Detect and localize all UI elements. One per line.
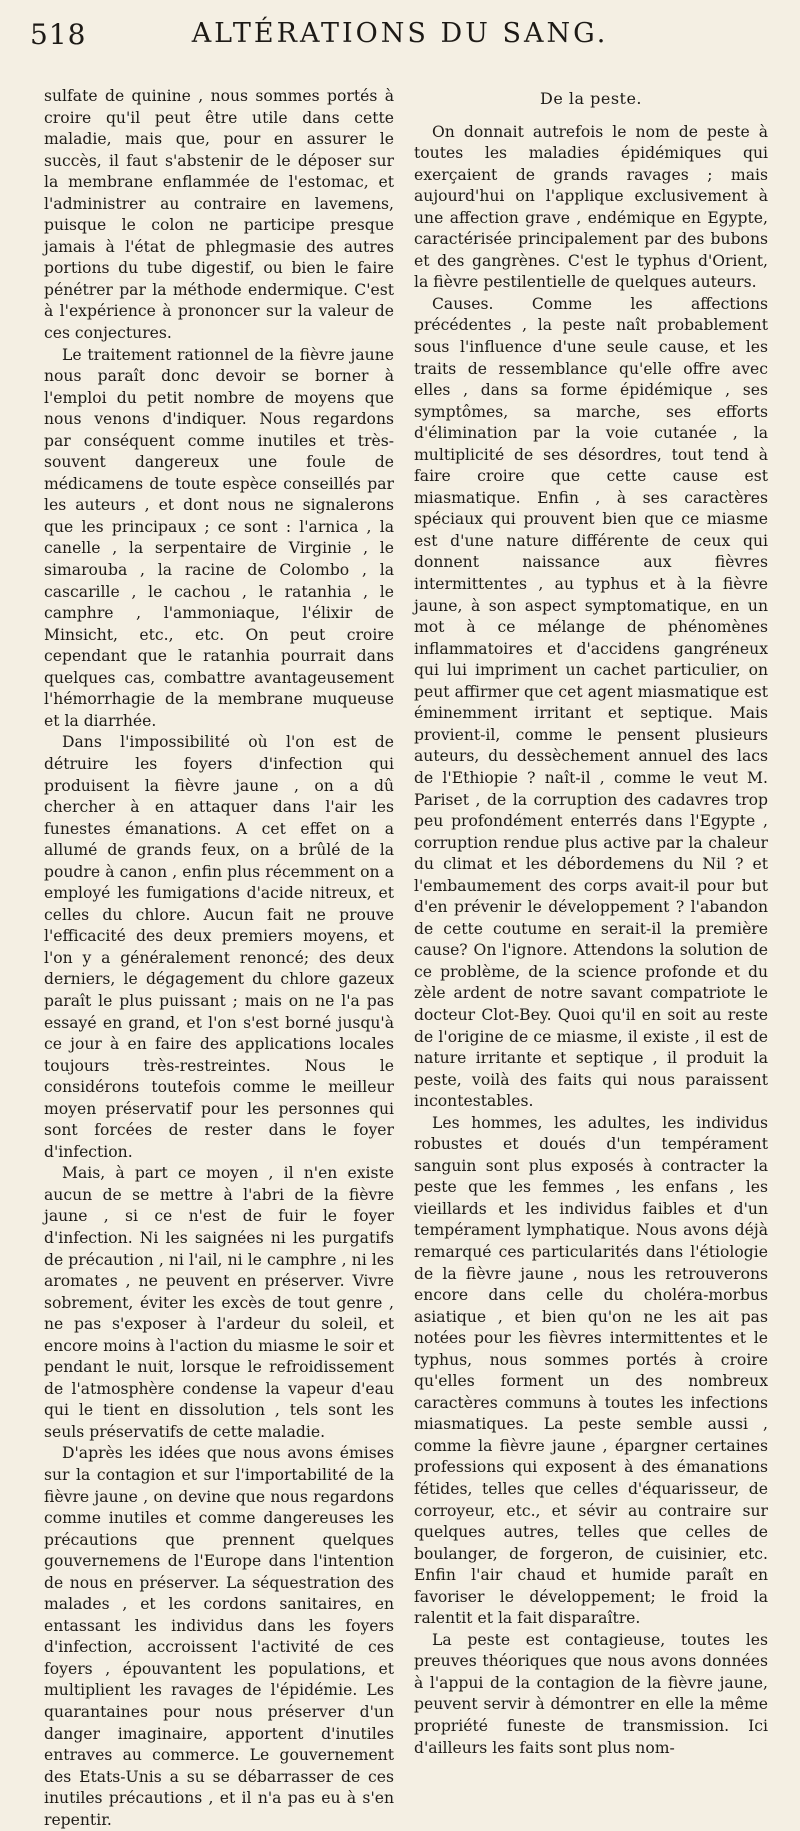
paragraph: Causes. Comme les affections précédentes , la peste naît probablement sous l'influence d'une seule cause, et les traits de ressemblance qu'elle offre avec elles , dans sa forme épidémique , ses symptômes, sa marche, ses efforts d'élimination par la voie cutanée , la multiplicité de ses désordres, tout tend à faire croire que cette cause est miasmatique. Enfin , à ses caractères spéciaux qui prouvent bien que ce miasme est d'une nature différente de ceux qui donnent naissance aux fièvres intermittentes , au typhus et à la fièvre jaune, à son aspect symptomatique, en un mot à ce mélange de phénomènes inflammatoires et d'accidens gangréneux qui lui impriment un cachet particulier, on peut affirmer que cet agent miasmatique est éminemment irritant et septique. Mais provient-il, comme le pensent plusieurs auteurs, du dessèchement annuel des lacs de l'Ethiopie ? naît-il , comme le veut M. Pariset , de la corruption des cadavres trop peu profondément enterrés dans l'Egypte , corruption rendue plus active par la chaleur du climat et les débordemens du Nil ? et l'embaumement des corps avait-il pour but d'en prévenir le développement ? l'abandon de cette coutume en serait-il la première cause? On l'ignore. Attendons la solution de ce problème, de la science profonde et du zèle ardent de notre savant compatriote le docteur Clot-Bey. Quoi qu'il en soit au reste de l'origine de ce miasme, il existe , il est de nature irritante et septique , il produit la peste, voilà des faits qui nous paraissent incontestables. xyxy=(414,294,768,1111)
paragraph: La peste est contagieuse, toutes les preuves théoriques que nous avons données à l'appui de la contagion de la fièvre jaune, peuvent servir à démontrer en elle la même propriété funeste de transmission. Ici d'ailleurs les faits sont plus nom- xyxy=(414,1630,768,1757)
paragraph: Les hommes, les adultes, les individus robustes et doués d'un tempérament sanguin sont plus exposés à contracter la peste que les femmes , les enfans , les vieillards et les individus faibles et d'un tempérament lymphatique. Nous avons déjà remarqué ces particularités dans l'étiologie de la fièvre jaune , nous les retrouverons encore dans celle du choléra-morbus asiatique , et bien qu'on ne les ait pas notées pour les fièvres intermittentes et le typhus, nous sommes portés à croire qu'elles forment un des nombreux caractères communs à toutes les infections miasmatiques. La peste semble aussi , comme la fièvre jaune , épargner certaines professions qui exposent à des émanations fétides, telles que celles d'équarisseur, de corroyeur, etc., et sévir au contraire sur quelques autres, telles que celles de boulanger, de forgeron, de cuisinier, etc. Enfin l'air chaud et humide paraît en favoriser le développement; le froid la ralentit et la fait disparaître. xyxy=(414,1113,768,1628)
paragraph: Mais, à part ce moyen , il n'en existe aucun de se mettre à l'abri de la fièvre jaune , si ce n'est de fuir le foyer d'infection. Ni les saignées ni les purgatifs de précaution , ni l'ail, ni le camphre , ni les aromates , ne peuvent en préserver. Vivre sobrement, éviter les excès de tout genre , ne pas s'exposer à l'ardeur du soleil, et encore moins à l'action du miasme le soir et pendant le nuit, lorsque le refroidissement de l'atmosphère condense la vapeur d'eau qui le tient en dissolution , tels sont les seuls préservatifs de cette maladie. xyxy=(44,1164,394,1441)
left-column xyxy=(44,86,394,1831)
paragraph: D'après les idées que nous avons émises sur la contagion et sur l'importabilité de la fièvre jaune , on devine que nous regardons comme inutiles et comme dangereuses les précautions que prennent quelques gouvernemens de l'Europe dans l'intention de nous en préserver. La séquestration des malades , et les cordons sanitaires, en entassant les individus dans les foyers d'infection, accroissent l'activité de ces foyers , épouvantent les populations, et multiplient les ravages de l'épidémie. Les quarantaines pour nous préserver d'un danger imaginaire, apportent d'inutiles entraves au commerce. Le gouvernement des Etats-Unis a su se débarrasser de ces inutiles précautions , et il n'a pas eu à s'en repentir. xyxy=(44,1444,394,1829)
right-column xyxy=(414,86,768,1759)
paragraph: Dans l'impossibilité où l'on est de détruire les foyers d'infection qui produisent la fièvre jaune , on a dû chercher à en attaquer dans l'air les funestes émanations. A cet effet on a allumé de grands feux, on a brûlé de la poudre à canon , enfin plus récemment on a employé les fumigations d'acide nitreux, et celles du chlore. Aucun fait ne prouve l'efficacité des deux premiers moyens, et l'on y a généralement renoncé; des deux derniers, le dégagement du chlore gazeux paraît le plus puissant ; mais on ne l'a pas essayé en grand, et l'on s'est borné jusqu'à ce jour à en faire des applications locales toujours très-restreintes. Nous le considérons toutefois comme le meilleur moyen préservatif pour les personnes qui sont forcées de rester dans le foyer d'infection. xyxy=(44,733,394,1161)
paragraph: sulfate de quinine , nous sommes portés à croire qu'il peut être utile dans cette maladie, mais que, pour en assurer le succès, il faut s'abstenir de le déposer sur la membrane enflammée de l'estomac, et l'administrer au contraire en lavemens, puisque le colon ne participe presque jamais à l'état de phlegmasie des autres portions du tube digestif, ou bien le faire pénétrer par la méthode endermique. C'est à l'expérience à prononcer sur la valeur de ces conjectures. xyxy=(44,87,394,343)
running-head: ALTÉRATIONS DU SANG. xyxy=(191,18,609,49)
section-title: De la peste. xyxy=(539,89,643,108)
page-number: 518 xyxy=(30,18,87,51)
paragraph: Le traitement rationnel de la fièvre jaune nous paraît donc devoir se borner à l'emploi du petit nombre de moyens que nous venons d'indiquer. Nous regardons par conséquent comme inutiles et très-souvent dangereux une foule de médicamens de toute espèce conseillés par les auteurs , et dont nous ne signalerons que les principaux ; ce sont : l'arnica , la canelle , la serpentaire de Virginie , le simarouba , la racine de Colombo , la cascarille , le cachou , le ratanhia , le camphre , l'ammoniaque, l'élixir de Minsicht, etc., etc. On peut croire cependant que le ratanhia pourrait dans quelques cas, combattre avantageusement l'hémorrhagie de la membrane muqueuse et la diarrhée. xyxy=(44,345,394,730)
paragraph: On donnait autrefois le nom de peste à toutes les maladies épidémiques qui exerçaient de grands ravages ; mais aujourd'hui on l'applique exclusivement à une affection grave , endémique en Egypte, caractérisée principalement par des bubons et des gangrènes. C'est le typhus d'Orient, la fièvre pestilentielle de quelques auteurs. xyxy=(414,122,768,292)
